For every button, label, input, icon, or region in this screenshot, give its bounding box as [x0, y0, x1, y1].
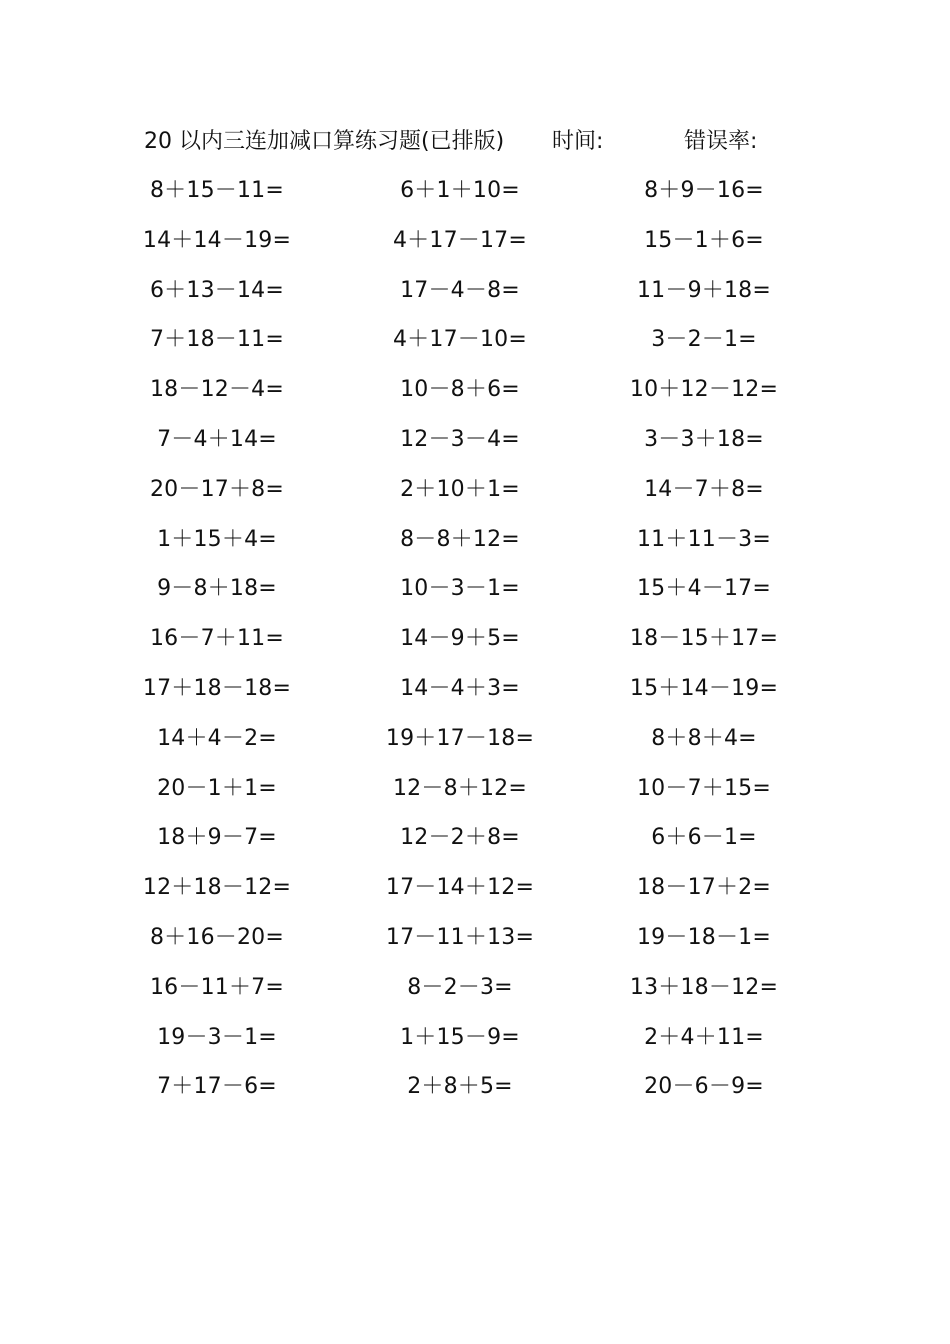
problem-row [0, 768, 950, 818]
problem-item: 6＋13－14= [149, 277, 285, 303]
problem-row [0, 867, 950, 917]
problem-row [0, 668, 950, 718]
problem-item: 11＋11－3= [636, 526, 772, 552]
problem-row [0, 718, 950, 768]
problem-item: 18－15＋17= [629, 626, 779, 652]
problem-item: 3－3＋18= [644, 426, 764, 452]
problem-item: 19－18－1= [636, 924, 772, 950]
problem-item: 19－3－1= [157, 1024, 277, 1050]
problem-item: 17－11＋13= [385, 924, 535, 950]
problem-item: 18－17＋2= [636, 875, 772, 901]
problem-row [0, 369, 950, 419]
problem-grid [0, 170, 950, 1116]
problem-item: 20－1＋1= [157, 775, 277, 801]
problem-item: 10＋12－12= [629, 377, 779, 403]
problem-item: 19＋17－18= [385, 725, 535, 751]
problem-item: 7－4＋14= [157, 426, 277, 452]
problem-item: 10－3－1= [400, 576, 520, 602]
problem-item: 8＋15－11= [149, 178, 285, 203]
time-label: 时间: [552, 129, 604, 154]
problem-row [0, 220, 950, 270]
problem-item: 12＋18－12= [142, 875, 292, 901]
problem-row [0, 469, 950, 519]
error-rate-label: 错误率: [684, 129, 758, 154]
problem-item: 10－8＋6= [400, 377, 520, 403]
problem-item: 8＋8＋4= [651, 725, 757, 751]
problem-item: 15＋14－19= [629, 675, 779, 701]
problem-item: 17－14＋12= [385, 875, 535, 901]
problem-item: 17＋18－18= [142, 675, 292, 701]
problem-item: 2＋10＋1= [400, 476, 520, 502]
problem-item: 2＋4＋11= [644, 1024, 764, 1050]
problem-row [0, 917, 950, 967]
problem-item: 17－4－8= [400, 277, 520, 303]
problem-item: 7＋18－11= [149, 327, 285, 353]
problem-item: 6＋1＋10= [400, 178, 520, 203]
problem-item: 2＋8＋5= [407, 1074, 513, 1100]
problem-item: 11－9＋18= [636, 277, 772, 303]
problem-item: 15－1＋6= [644, 227, 764, 253]
problem-item: 12－2＋8= [400, 825, 520, 851]
problem-item: 14－4＋3= [400, 675, 520, 701]
problem-row [0, 1017, 950, 1067]
problem-item: 3－2－1= [651, 327, 757, 353]
problem-item: 8－8＋12= [400, 526, 520, 552]
problem-item: 12－3－4= [400, 426, 520, 452]
problem-row [0, 519, 950, 569]
problem-item: 16－11＋7= [149, 974, 285, 1000]
problem-row [0, 1066, 950, 1116]
problem-item: 20－6－9= [644, 1074, 764, 1100]
problem-item: 1＋15－9= [400, 1024, 520, 1050]
problem-item: 8－2－3= [407, 974, 513, 1000]
problem-item: 6＋6－1= [651, 825, 757, 851]
problem-item: 15＋4－17= [636, 576, 772, 602]
problem-item: 7＋17－6= [157, 1074, 277, 1100]
problem-item: 4＋17－17= [392, 227, 528, 253]
problem-row [0, 419, 950, 469]
problem-row [0, 618, 950, 668]
worksheet-title: 20 以内三连加减口算练习题(已排版) [144, 129, 505, 154]
problem-item: 18＋9－7= [157, 825, 277, 851]
problem-item: 13＋18－12= [629, 974, 779, 1000]
problem-item: 9－8＋18= [157, 576, 277, 602]
problem-row [0, 270, 950, 320]
problem-row [0, 817, 950, 867]
problem-item: 12－8＋12= [392, 775, 528, 801]
problem-item: 4＋17－10= [392, 327, 528, 353]
problem-row [0, 568, 950, 618]
problem-item: 8＋16－20= [149, 924, 285, 950]
problem-item: 10－7＋15= [636, 775, 772, 801]
problem-item: 14＋14－19= [142, 227, 292, 253]
problem-item: 16－7＋11= [149, 626, 285, 652]
problem-item: 18－12－4= [149, 377, 285, 403]
problem-item: 8＋9－16= [644, 178, 764, 203]
problem-item: 14－7＋8= [644, 476, 764, 502]
problem-item: 14＋4－2= [157, 725, 277, 751]
problem-row [0, 170, 950, 220]
problem-item: 1＋15＋4= [157, 526, 277, 552]
worksheet-header [144, 126, 824, 158]
problem-row [0, 319, 950, 369]
problem-item: 14－9＋5= [400, 626, 520, 652]
problem-item: 20－17＋8= [149, 476, 285, 502]
problem-row [0, 967, 950, 1017]
